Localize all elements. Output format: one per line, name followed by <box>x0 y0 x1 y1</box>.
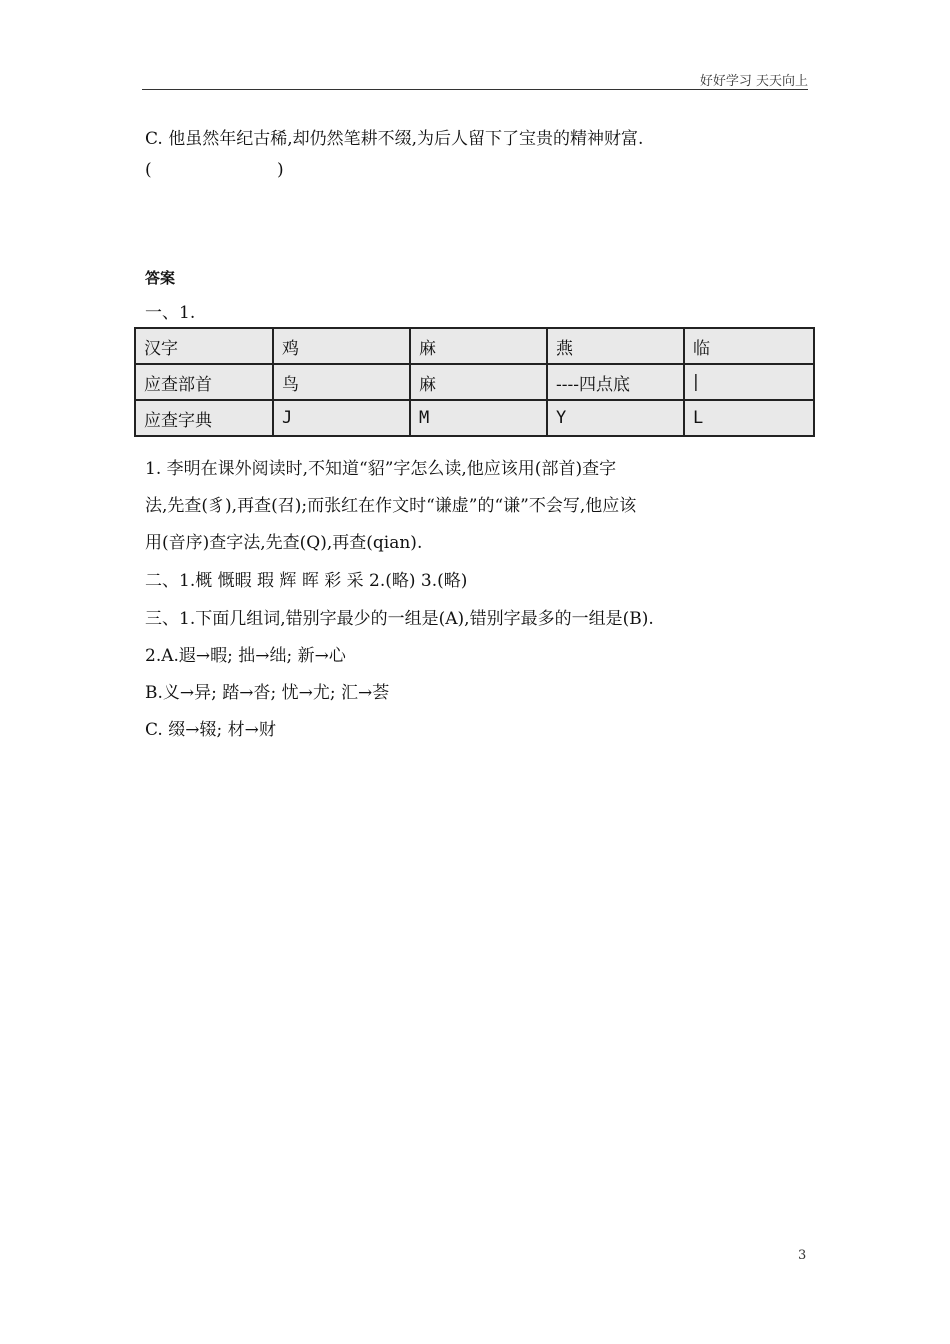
table-row <box>135 400 814 436</box>
header-text: 好好学习 天天向上 <box>699 74 808 89</box>
answer-bracket-close: ) <box>277 160 284 180</box>
table-row <box>135 328 814 364</box>
table-cell: ----四点底 <box>547 364 684 400</box>
table-cell: 应查部首 <box>135 364 273 400</box>
section1-label: 一、1. <box>145 303 196 323</box>
question-option-c: C. 他虽然年纪古稀,却仍然笔耕不缀,为后人留下了宝贵的精神财富. <box>145 129 644 149</box>
answer-paragraph-line: 1. 李明在课外阅读时,不知道“貂”字怎么读,他应该用(部首)查字 <box>145 459 617 479</box>
table-cell: L <box>684 400 814 436</box>
header-divider <box>142 89 808 90</box>
section2-answer: 二、1.概 慨暇 瑕 辉 晖 彩 采 2.(略) 3.(略) <box>145 571 468 591</box>
table-cell: | <box>684 364 814 400</box>
answer-heading: 答案 <box>145 269 176 287</box>
table-cell: 麻 <box>410 328 547 364</box>
section3-item-b: B.义→异; 踏→沓; 忧→尤; 汇→荟 <box>145 683 390 703</box>
page-number: 3 <box>798 1248 807 1263</box>
table-cell: Y <box>547 400 684 436</box>
answer-bracket-open: ( <box>145 160 152 180</box>
table-cell: 燕 <box>547 328 684 364</box>
table-cell: M <box>410 400 547 436</box>
section3-answer: 三、1.下面几组词,错别字最少的一组是(A),错别字最多的一组是(B). <box>145 609 654 629</box>
table-row <box>135 364 814 400</box>
section3-item-c: C. 缀→辍; 材→财 <box>145 720 276 740</box>
table-cell: 应查字典 <box>135 400 273 436</box>
table-cell: 麻 <box>410 364 547 400</box>
answer-paragraph-line: 用(音序)查字法,先查(Q),再查(qian). <box>145 533 423 553</box>
lookup-table <box>134 327 815 437</box>
table-cell: J <box>273 400 410 436</box>
answer-paragraph-line: 法,先查(豸),再查(召);而张红在作文时“谦虚”的“谦”不会写,他应该 <box>145 496 637 516</box>
table-cell: 鸟 <box>273 364 410 400</box>
table-cell: 临 <box>684 328 814 364</box>
section3-item-a: 2.A.遐→暇; 拙→绌; 新→心 <box>145 646 346 666</box>
table-cell: 鸡 <box>273 328 410 364</box>
table-cell: 汉字 <box>135 328 273 364</box>
